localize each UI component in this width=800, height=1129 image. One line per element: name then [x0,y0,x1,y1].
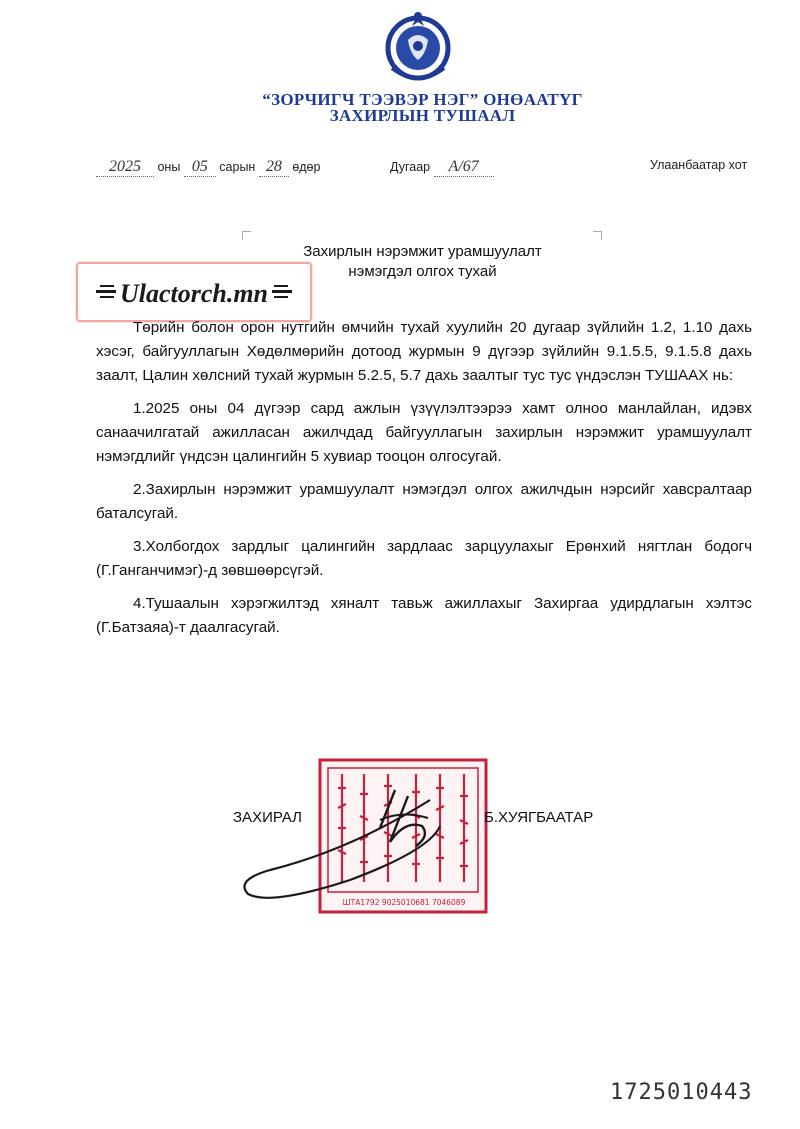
date-year: 2025 [96,158,154,177]
seal-registration-numbers: ШТА1792 9025010681 7046089 [342,898,466,907]
signatory-title: ЗАХИРАЛ [233,809,303,826]
order-item-1: 1.2025 оны 04 дүгээр сард ажлын үзүүлэлтээрээ хамт олноо манлайлан, идэвх санаачилгатай ажилласан ажилчдад байгууллагын захирлын нэрэмжит урамшуулалт нэмэгдлийг үндсэн цалингийн 5 хувиар тооцон олгосугай. [96,400,752,465]
document-type-title: ЗАХИРЛЫН ТУШААЛ [329,106,516,125]
city: Улаанбаатар хот [650,158,748,172]
date-day-suffix: өдөр [292,160,321,174]
state-emblem-icon [382,8,454,86]
order-item-4: 4.Тушаалын хэрэгжилтэд хяналт тавьж ажиллахыг Захиргаа удирдлагын хэлтэс (Г.Батзаяа)-т даалгасугай. [96,595,752,636]
signatory-name: Б.ХУЯГБААТАР [484,809,594,826]
organization-name: “ЗОРЧИГЧ ТЭЭВЭР НЭГ” ОНӨААТҮГ [262,90,583,109]
subject-bracket-left [242,231,251,240]
order-item-3: 3.Холбогдох зардлыг цалингийн зардлаас зарцуулахыг Ерөнхий нягтлан бодогч (Г.Ганганчимэг)-д зөвшөөрсүгэй. [96,538,752,579]
date-year-suffix: оны [157,160,181,174]
watermark-logo [76,262,312,322]
preamble-paragraph: Төрийн болон орон нутгийн өмчийн тухай хуулийн 20 дугаар зүйлийн 1.2, 1.10 дахь хэсэг, байгууллагын Хөдөлмөрийн дотоод журмын 9 дүгээр зүйлийн 9.1.5.5, 9.1.5.8 дахь заалт, Цалин хөлсний тухай журмын 5.2.5, 5.7 дахь заалтыг тус тус үндэслэн ТУШААХ нь: [96,319,752,384]
handwritten-signature [230,780,470,910]
document-body [96,316,752,649]
subject-bracket-right [593,231,602,240]
date-day: 28 [259,158,289,177]
date-month-suffix: сарын [219,160,256,174]
registration-number: 1725010443 [610,1080,753,1105]
subject-line-1: Захирлын нэрэмжит урамшуулалт [303,243,542,260]
document-number: А/67 [434,158,494,177]
date-line [96,158,320,177]
document-number-label: Дугаар [390,160,431,174]
order-item-2: 2.Захирлын нэрэмжит урамшуулалт нэмэгдэл олгох ажилчдын нэрсийг хавсралтаар баталсугай. [96,481,752,522]
svg-text:Ulactorch.mn: Ulactorch.mn [119,279,269,308]
watermark-logo-art [78,264,310,320]
subject-line-2: нэмэгдэл олгох тухай [348,263,497,280]
date-month: 05 [184,158,216,177]
document-number-line [390,158,494,177]
